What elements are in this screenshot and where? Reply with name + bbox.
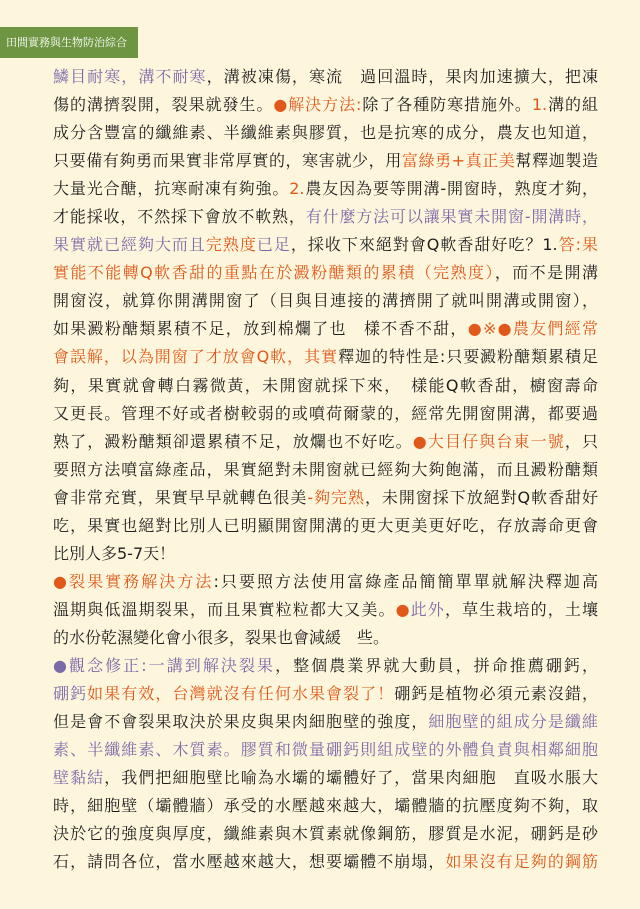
highlight-purple-text: 鱗目耐寒，溝不耐寒	[53, 67, 207, 86]
highlight-orange-text: 2.	[289, 179, 305, 199]
body-text: ，未開窗採下放絕對Q軟香甜好	[364, 487, 598, 507]
body-text: 時，細胞壁（壩體牆）承受的水壓越來越大，壩體牆的抗壓度夠不夠，取	[53, 796, 598, 816]
body-text: ，而不是開溝	[494, 263, 598, 283]
body-text: 只要備有夠勇而果實非常厚實的，寒害就少，用	[53, 151, 402, 171]
section-title: 田間實務與生物防治綜合	[6, 36, 127, 49]
highlight-purple-text: 有什麼方法可以讓果實未開窗-開溝時，	[305, 207, 598, 227]
body-text: 幫釋迦製造	[515, 151, 598, 171]
body-text: ，整個農業界就大動員，拼命推薦硼鈣，	[275, 655, 598, 675]
text-line	[53, 624, 598, 652]
text-line	[53, 792, 598, 820]
highlight-orange-text: 如果有效，台灣就沒有任何水果會裂了！	[87, 684, 395, 704]
body-text: ，溝被凍傷，寒流 過回溫時，果肉加速擴大，把凍	[206, 67, 598, 86]
section-banner	[0, 27, 138, 58]
text-line	[53, 372, 598, 400]
body-text: 傷的溝擠裂開，裂果就發生。	[53, 95, 274, 115]
text-line	[53, 343, 598, 371]
body-text: 石，請問各位，當水壓越來越大，想要壩體不崩塌，	[53, 852, 446, 872]
highlight-purple-text: 果實就已經夠大而且	[53, 235, 206, 255]
body-text: 吃，果實也絕對比別人已明顯開窗開溝的更大更美更好吃，存放壽命更會	[53, 515, 598, 535]
body-text: 要照方法噴富綠產品，果實絕對未開窗就已經夠大夠飽滿，而且澱粉醣類	[53, 459, 598, 479]
body-text: 農友因為要等開溝-開窗時，熟度才夠，	[304, 179, 598, 199]
body-text: 如果澱粉醣類累積不足，放到棉爛了也 樣不香不甜，	[53, 319, 468, 339]
body-text: 成分含豐富的纖維素、半纖維素與膠質，也是抗寒的成分，農友也知道，	[53, 123, 598, 143]
text-line	[53, 512, 598, 540]
body-text: 的水份乾濕變化會小很多，裂果也會減緩 些。	[53, 627, 390, 647]
highlight-orange-text: 答:果	[557, 235, 598, 255]
body-text: :只要照方法使用富綠產品簡簡單單就解決釋迦高	[213, 571, 598, 591]
text-line	[53, 287, 598, 315]
highlight-orange-text: -夠完熟	[307, 487, 365, 507]
text-line	[53, 259, 598, 287]
highlight-orange-text: 如果沒有足夠的鋼筋	[445, 852, 598, 872]
highlight-orange-text: 1.	[531, 95, 548, 115]
article-body	[53, 63, 598, 876]
body-text: ，採收下來絕對會Q軟香甜好吃？1.	[290, 235, 558, 255]
body-text: ，草生栽培的，土壤	[444, 599, 598, 619]
highlight-purple-text: 素、半纖維素、木質素。膠質和微量硼鈣則組成壁的外體負責與相鄰細胞	[53, 740, 598, 760]
body-text: 決於它的強度與厚度，纖維素與木質素就像鋼筋，膠質是水泥，硼鈣是砂	[53, 824, 598, 844]
highlight-purple-text: ●觀念修正:一講到解決裂果	[53, 655, 276, 675]
body-text: 釋迦的特性是:只要澱粉醣類累積足	[338, 347, 598, 367]
body-text: 才能採收，不然採下會放不軟熟，	[53, 207, 306, 227]
body-text: 比別人多5-7天！	[53, 543, 176, 563]
body-text: 溫期與低溫期裂果，而且果實粒粒都大又美。	[53, 599, 396, 619]
text-line	[53, 652, 598, 680]
body-text: 溝的組	[547, 95, 598, 115]
body-text: 會非常充實，果實早早就轉色很美	[53, 487, 308, 507]
text-line	[53, 820, 598, 848]
text-line	[53, 456, 598, 484]
text-line	[53, 91, 598, 119]
highlight-orange-text: 完熟度	[205, 235, 257, 255]
text-line	[53, 848, 598, 876]
body-text: 熟了，澱粉醣類卻還累積不足，放爛也不好吃。	[53, 431, 413, 451]
text-line	[53, 175, 598, 203]
text-line	[53, 708, 598, 736]
highlight-orange-text: ●裂果實務解決方法	[53, 571, 214, 591]
highlight-orange-text: 會誤解，以為開窗了才放會Q軟，其實	[53, 347, 339, 367]
text-line	[53, 63, 598, 91]
highlight-purple-text: 已足	[256, 235, 291, 255]
text-line	[53, 596, 598, 624]
highlight-purple-text: 硼鈣	[53, 684, 88, 704]
body-text: 但是會不會裂果取決於果皮與果肉細胞壁的強度，	[53, 712, 429, 732]
highlight-orange-text: 實能不能轉Q軟香甜的重點在於澱粉醣類的累積（完熟度）	[53, 263, 495, 283]
body-text: 大量光合醣，抗寒耐凍有夠強。	[53, 179, 290, 199]
text-line	[53, 147, 598, 175]
text-line	[53, 540, 598, 568]
text-line	[53, 203, 598, 231]
text-line	[53, 428, 598, 456]
text-line	[53, 568, 598, 596]
body-text: ，只	[564, 431, 598, 451]
text-line	[53, 484, 598, 512]
highlight-purple-text: 細胞壁的組成分是纖維	[428, 712, 598, 732]
highlight-orange-text: 富綠勇+真正美	[401, 151, 516, 171]
text-line	[53, 764, 598, 792]
text-line	[53, 231, 598, 259]
body-text: 又更長。管理不好或者樹較弱的或噴荷爾蒙的，經常先開窗開溝，都要過	[53, 403, 598, 423]
text-line	[53, 315, 598, 343]
highlight-orange-text: ●解決方法:	[273, 95, 362, 115]
text-line	[53, 119, 598, 147]
body-text: 硼鈣是植物必須元素沒錯，	[394, 684, 598, 704]
highlight-orange-text: ●	[395, 599, 411, 619]
body-text: 夠，果實就會轉白霧微黃，未開窗就採下來， 樣能Q軟香甜，櫥窗壽命	[53, 375, 598, 395]
text-line	[53, 400, 598, 428]
highlight-orange-text: ●※●農友們經常	[467, 319, 598, 339]
body-text: 除了各種防寒措施外。	[361, 95, 532, 115]
text-line	[53, 736, 598, 764]
text-line	[53, 680, 598, 708]
body-text: ，我們把細胞壁比喻為水壩的壩體好了，當果肉細胞 直吸水脹大	[104, 768, 598, 788]
highlight-orange-text: ●大目仔與台東一號	[412, 431, 565, 451]
highlight-purple-text: 此外	[410, 599, 445, 619]
body-text: 開窗沒，就算你開溝開窗了（目與目連接的溝擠開了就叫開溝或開窗），	[53, 291, 598, 311]
highlight-purple-text: 壁黏結	[53, 768, 105, 788]
